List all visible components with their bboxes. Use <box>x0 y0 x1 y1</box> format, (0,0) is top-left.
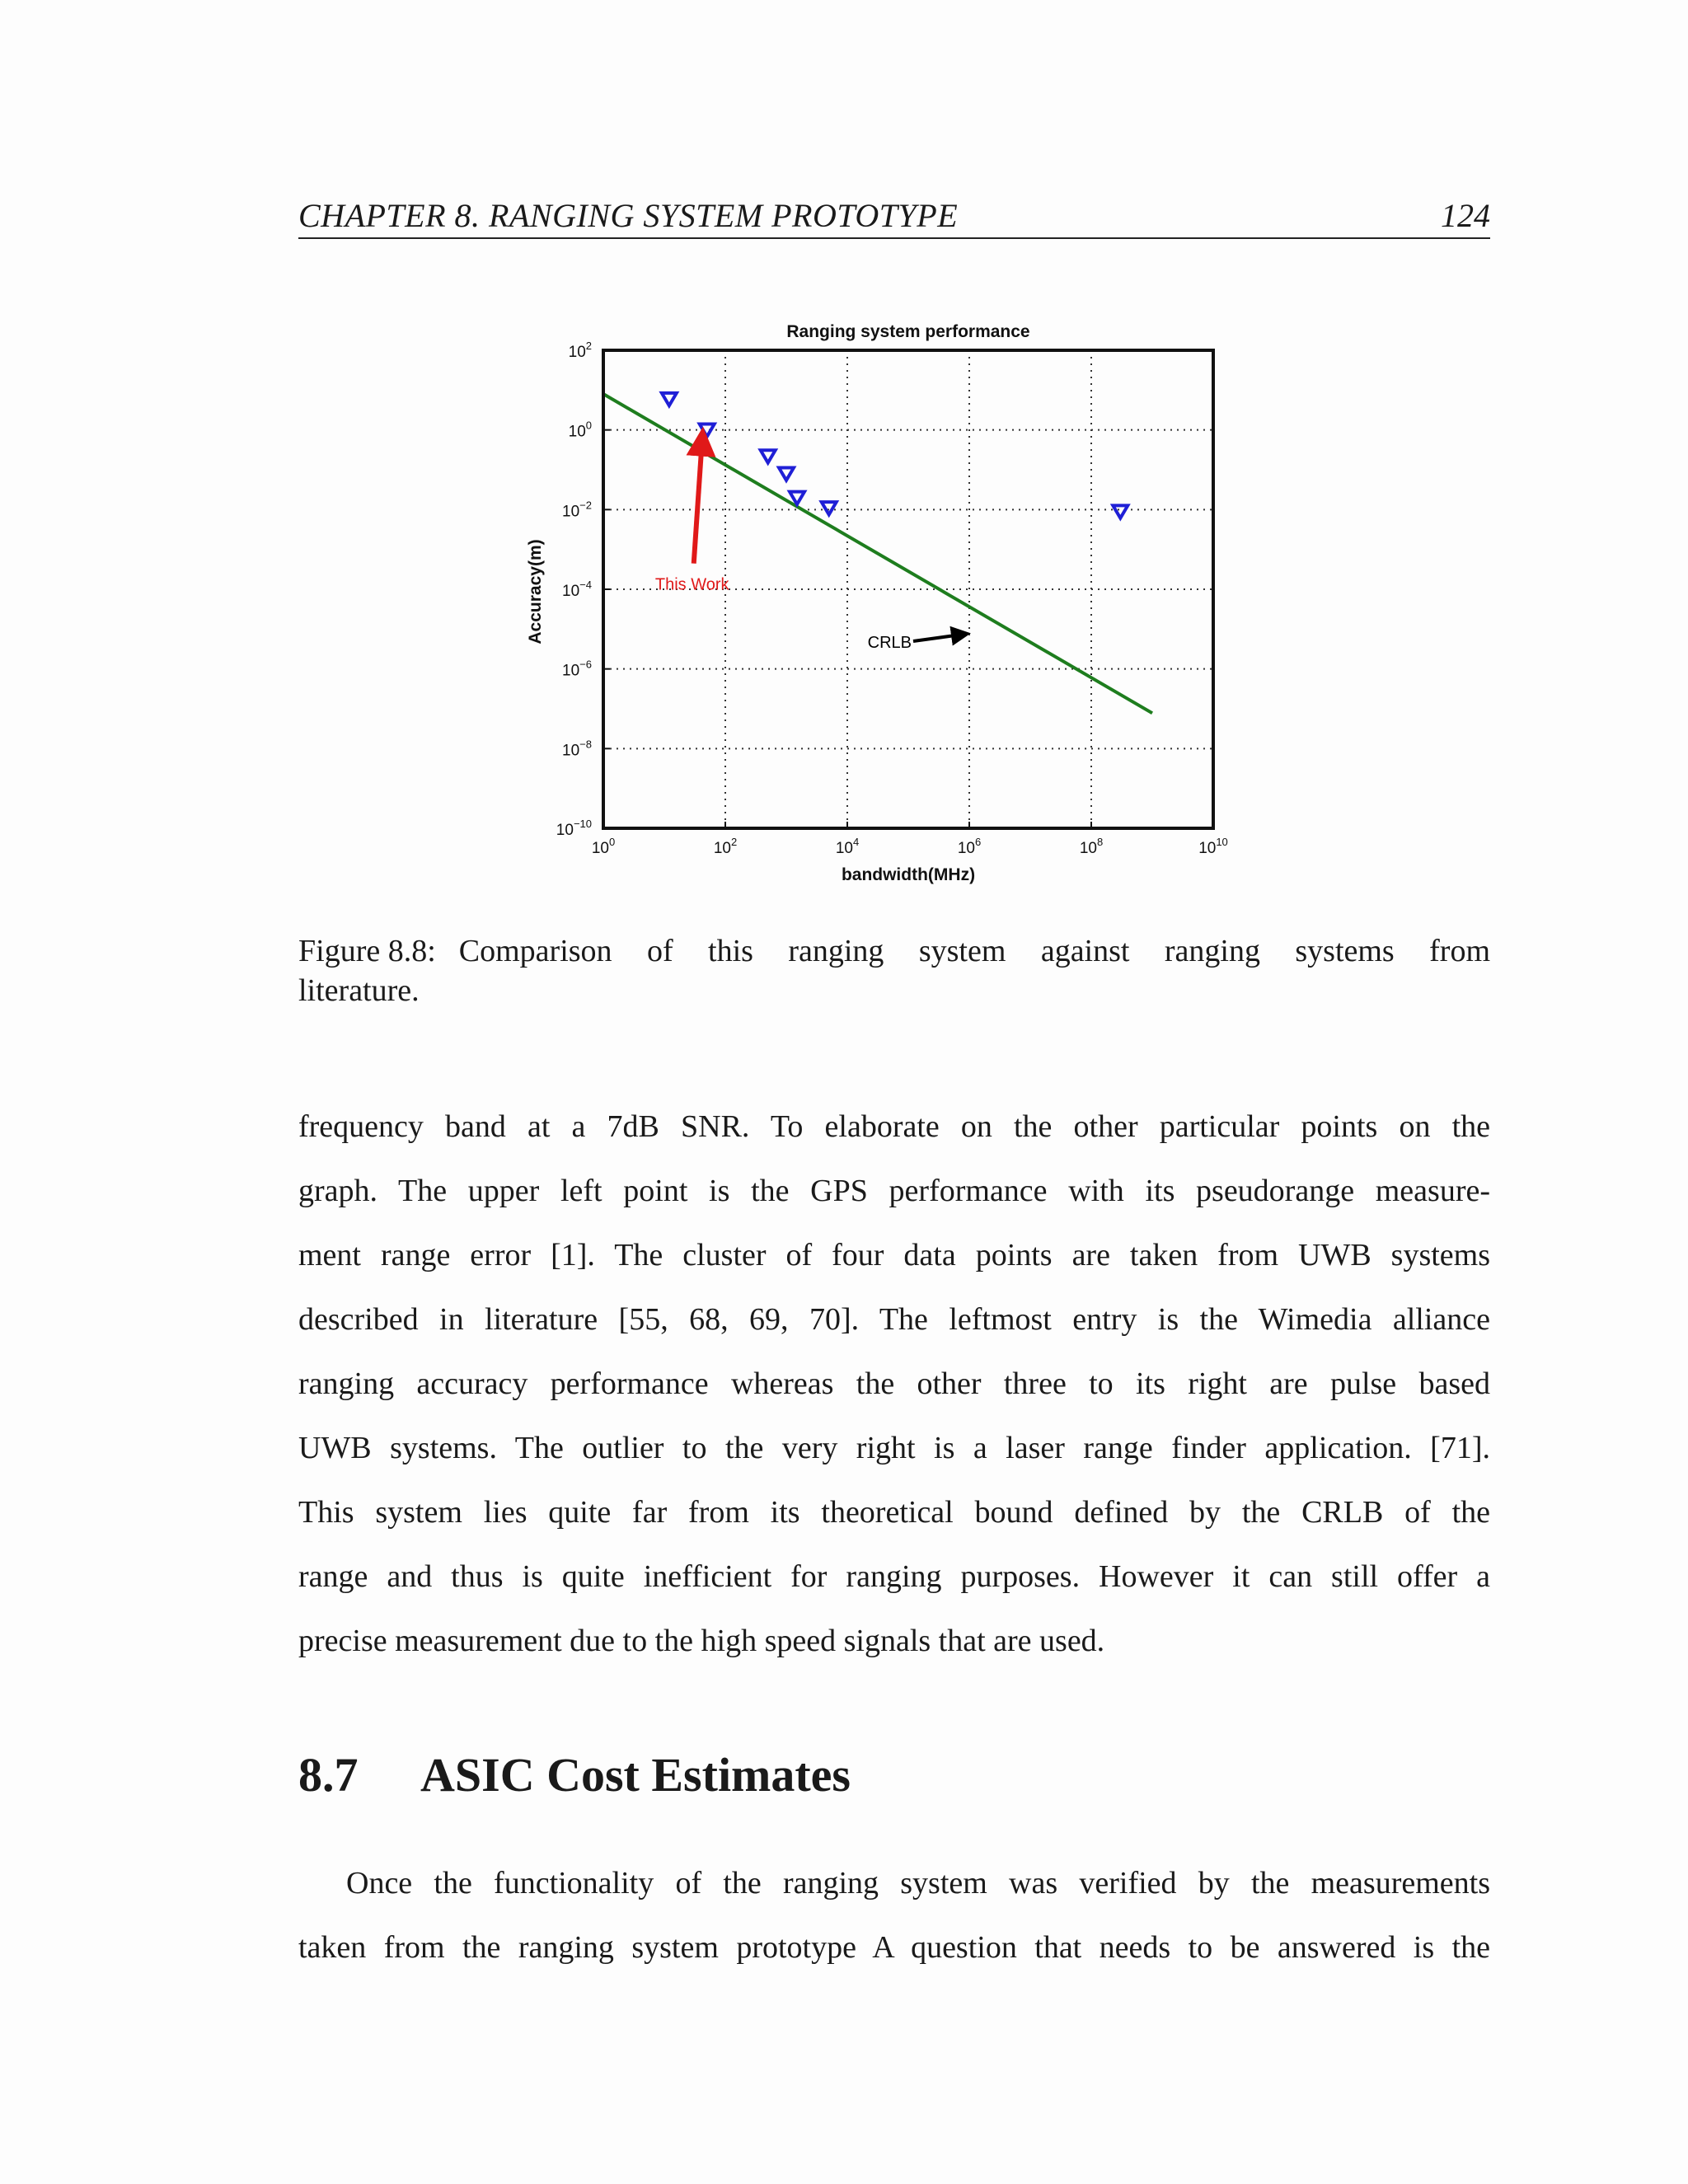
data-point-marker <box>761 450 776 462</box>
data-point-marker <box>700 424 715 436</box>
chart-title: Ranging system performance <box>786 322 1030 341</box>
caption-line-2: literature. <box>298 973 420 1008</box>
y-tick-label: $10^{-10}$ <box>556 818 592 839</box>
y-tick-label: $10^{-6}$ <box>562 658 592 680</box>
text-line: ment range error [1]. The cluster of four data points are taken from UWB systems <box>298 1238 1490 1272</box>
section-title: ASIC Cost Estimates <box>420 1748 851 1802</box>
crlb-line <box>603 394 1152 713</box>
text-line: precise measurement due to the high speed signals that are used. <box>298 1624 1105 1658</box>
text-line: This system lies quite far from its theoretical bound defined by the CRLB of the <box>298 1495 1490 1530</box>
section-heading <box>298 1747 851 1802</box>
x-tick-label: $10^0$ <box>591 836 616 857</box>
text-line: ranging accuracy performance whereas the other three to its right are pulse based <box>298 1366 1490 1401</box>
figure-chart <box>511 313 1236 890</box>
x-tick-label: $10^8$ <box>1079 836 1104 857</box>
y-tick-label: $10^{-4}$ <box>562 579 592 600</box>
y-tick-label: $10^{-2}$ <box>562 499 592 521</box>
text-line: UWB systems. The outlier to the very right is a laser range finder application. [71]. <box>298 1431 1490 1465</box>
x-tick-label: $10^{10}$ <box>1198 836 1228 857</box>
section-number: 8.7 <box>298 1748 359 1802</box>
caption-text: Comparison of this ranging system against ranging systems from <box>458 934 1490 968</box>
this-work-label: This Work <box>654 575 729 594</box>
x-tick-label: $10^2$ <box>713 836 738 857</box>
body-paragraph-2 <box>298 1851 1490 1980</box>
text-line: graph. The upper left point is the GPS performance with its pseudorange measure- <box>298 1174 1490 1208</box>
caption-label: Figure 8.8: <box>298 934 436 968</box>
this-work-arrow <box>694 442 702 564</box>
crlb-arrow <box>913 635 961 641</box>
x-axis-label: bandwidth(MHz) <box>841 865 976 884</box>
text-line: taken from the ranging system prototype A question that needs to be answered is the <box>298 1930 1490 1965</box>
y-tick-label: $10^0$ <box>568 419 592 441</box>
y-tick-label: $10^{-8}$ <box>562 738 592 760</box>
ranging-performance-chart <box>511 313 1236 890</box>
text-line: frequency band at a 7dB SNR. To elaborate on the other particular points on the <box>298 1109 1490 1144</box>
plot-area <box>603 393 1152 713</box>
data-point-marker <box>822 502 837 514</box>
crlb-label: CRLB <box>867 634 912 653</box>
data-point-marker <box>662 393 677 405</box>
body-paragraph-1 <box>298 1094 1490 1673</box>
axis-ticks <box>556 340 1228 857</box>
y-tick-label: $10^2$ <box>568 340 592 361</box>
text-line: described in literature [55, 68, 69, 70]. The leftmost entry is the Wimedia alliance <box>298 1302 1490 1337</box>
x-tick-label: $10^6$ <box>957 836 982 857</box>
figure-caption <box>298 931 1490 1010</box>
data-point-marker <box>1113 505 1128 518</box>
data-point-marker <box>779 467 794 480</box>
page-number: 124 <box>1441 197 1490 234</box>
caption-line-1 <box>298 931 1490 971</box>
text-line: range and thus is quite inefficient for ranging purposes. However it can still offer a <box>298 1559 1490 1594</box>
chapter-title: CHAPTER 8. RANGING SYSTEM PROTOTYPE <box>298 197 959 234</box>
text-line: Once the functionality of the ranging system was verified by the measurements <box>346 1866 1490 1900</box>
running-header <box>298 196 1490 239</box>
x-tick-label: $10^4$ <box>835 836 860 857</box>
y-axis-label: Accuracy(m) <box>526 539 545 644</box>
